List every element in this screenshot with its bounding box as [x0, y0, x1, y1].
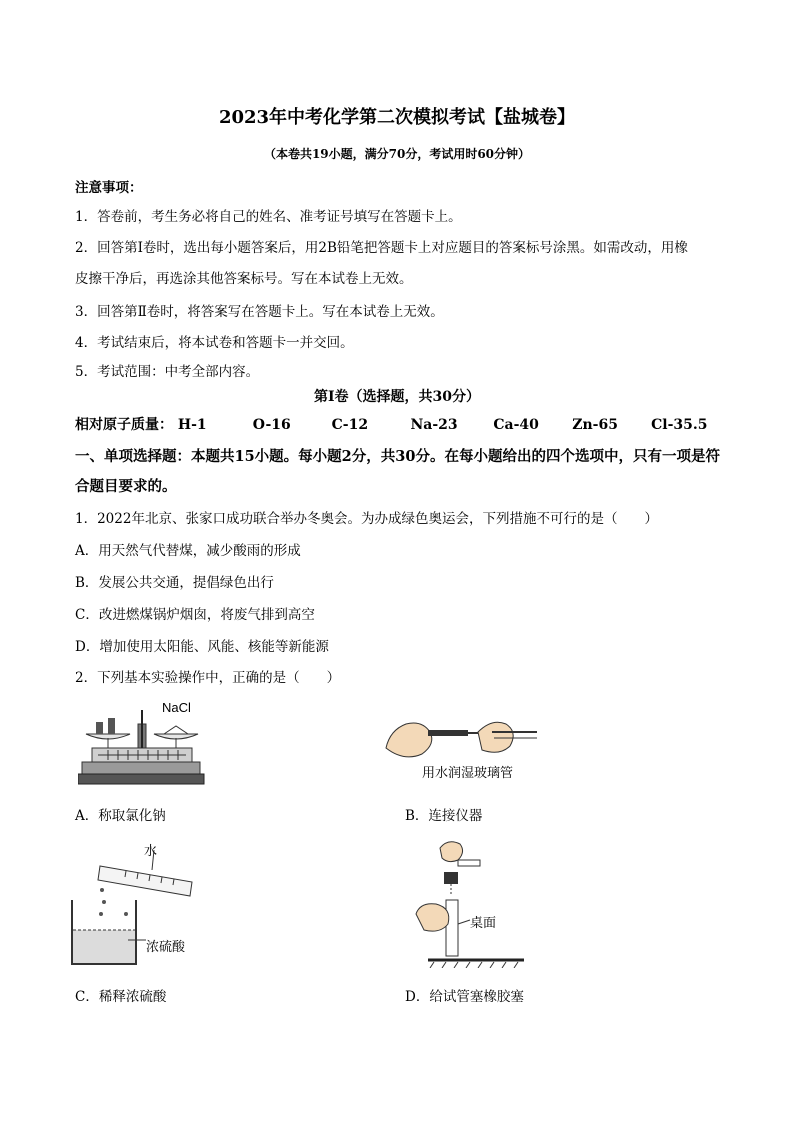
- atomic-mass-value: Cl-35.5: [651, 417, 708, 433]
- notice-heading: 注意事项：: [75, 180, 143, 196]
- notice-item: 2．回答第Ⅰ卷时，选出每小题答案后，用2B铅笔把答题卡上对应题目的答案标号涂黑。如需改动，用橡: [75, 240, 688, 256]
- table-label: 桌面: [470, 915, 497, 930]
- water-label: 水: [144, 843, 158, 858]
- question-1-option-d: D．增加使用太阳能、风能、核能等新能源: [75, 639, 329, 655]
- nacl-label: NaCl: [162, 700, 191, 715]
- question-2-stem: 2．下列基本实验操作中，正确的是（ ）: [75, 670, 341, 686]
- atomic-mass-line: [75, 414, 708, 434]
- page-title: 2023年中考化学第二次模拟考试【盐城卷】: [218, 107, 576, 128]
- section-title: 第Ⅰ卷（选择题，共30分）: [313, 389, 481, 405]
- acid-label: 浓硫酸: [146, 939, 186, 954]
- notice-item: 5．考试范围：中考全部内容。: [75, 364, 260, 380]
- question-1-stem: 1．2022年北京、张家口成功联合举办冬奥会。为办成绿色奥运会，下列措施不可行的是（ ）: [75, 511, 658, 527]
- figure-balance: [78, 700, 208, 790]
- atomic-mass-label: 相对原子质量：: [75, 417, 173, 433]
- question-1-option-c: C．改进燃煤锅炉烟囱，将废气排到高空: [75, 607, 315, 623]
- figure-d-caption: D．给试管塞橡胶塞: [405, 989, 524, 1005]
- atomic-mass-value: H-1: [177, 417, 207, 433]
- figure-connect: [382, 710, 542, 790]
- part1-intro: 一、单项选择题：本题共15小题。每小题2分，共30分。在每小题给出的四个选项中，只有一项是符合题目要求的。: [75, 448, 720, 495]
- stopper-illustration: [414, 838, 534, 968]
- figure-b-caption: B．连接仪器: [405, 808, 483, 824]
- figure-stopper: [414, 838, 534, 968]
- page-subtitle: （本卷共19小题，满分70分，考试用时60分钟）: [263, 147, 531, 161]
- moisten-label: 用水润湿玻璃管: [422, 765, 514, 780]
- notice-item: 3．回答第Ⅱ卷时，将答案写在答题卡上。写在本试卷上无效。: [75, 304, 444, 320]
- connect-illustration: [382, 710, 542, 770]
- atomic-mass-value: Ca-40: [493, 417, 539, 433]
- atomic-mass-value: Zn-65: [572, 417, 618, 433]
- atomic-mass-value: Na-23: [410, 417, 458, 433]
- notice-item: 皮擦干净后，再选涂其他答案标号。写在本试卷上无效。: [75, 271, 413, 287]
- notice-item: 1．答卷前，考生务必将自己的姓名、准考证号填写在答题卡上。: [75, 209, 462, 225]
- atomic-mass-value: O-16: [252, 417, 291, 433]
- figure-a-caption: A．称取氯化钠: [75, 808, 166, 824]
- figure-c-caption: C．稀释浓硫酸: [75, 989, 167, 1005]
- atomic-mass-value: C-12: [331, 417, 369, 433]
- question-1-option-a: A．用天然气代替煤，减少酸雨的形成: [75, 543, 301, 559]
- question-1-option-b: B．发展公共交通，提倡绿色出行: [75, 575, 274, 591]
- notice-item: 4．考试结束后，将本试卷和答题卡一并交回。: [75, 335, 354, 351]
- figure-dilute: [66, 840, 206, 970]
